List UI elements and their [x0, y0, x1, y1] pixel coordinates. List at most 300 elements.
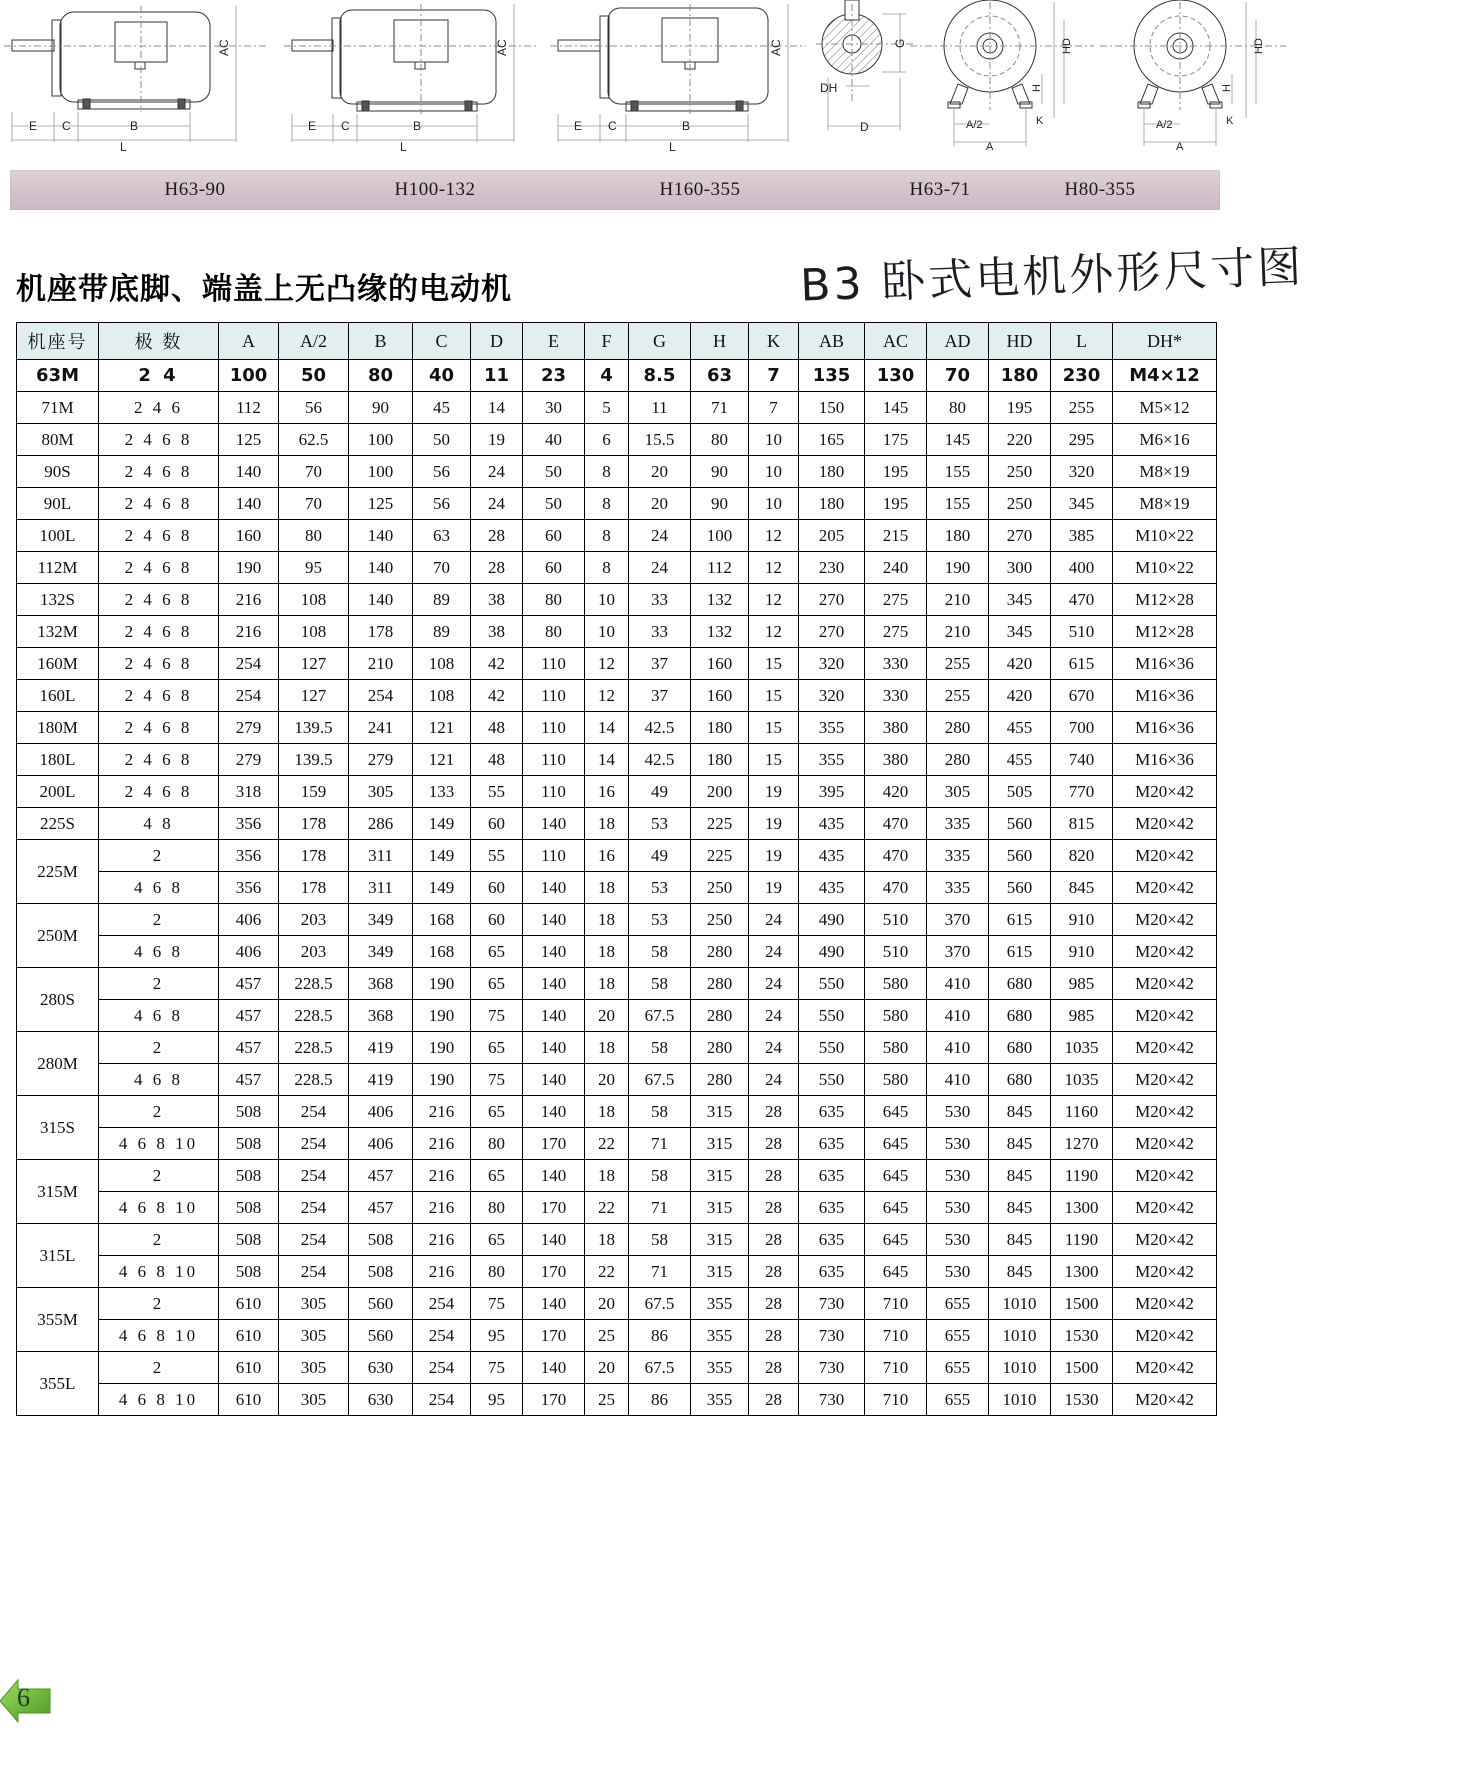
dimension-cell-D: 38 — [471, 584, 523, 616]
motor-side-view-3 — [548, 0, 810, 152]
dimension-cell-DH: M20×42 — [1113, 1288, 1217, 1320]
dimension-cell-AB: 550 — [799, 1000, 865, 1032]
dimension-cell-E: 140 — [523, 808, 585, 840]
dimension-cell-A2: 254 — [279, 1224, 349, 1256]
dimension-cell-E: 110 — [523, 648, 585, 680]
dimension-cell-D: 24 — [471, 488, 523, 520]
dimension-cell-H: 132 — [691, 584, 749, 616]
dimension-cell-G: 24 — [629, 552, 691, 584]
dimension-cell-B: 140 — [349, 552, 413, 584]
dimension-cell-AD: 370 — [927, 904, 989, 936]
dimension-cell-DH: M12×28 — [1113, 584, 1217, 616]
dimension-cell-AD: 370 — [927, 936, 989, 968]
dimension-cell-H: 315 — [691, 1128, 749, 1160]
dimension-cell-AD: 530 — [927, 1224, 989, 1256]
dimension-cell-AD: 335 — [927, 808, 989, 840]
handwritten-annotation: B3 卧式电机外形尺寸图 — [799, 241, 1306, 312]
dimension-cell-F: 18 — [585, 1224, 629, 1256]
table-row — [17, 904, 1217, 936]
dimension-cell-H: 355 — [691, 1384, 749, 1416]
dimension-cell-E: 110 — [523, 712, 585, 744]
dimension-cell-B: 349 — [349, 904, 413, 936]
dimension-cell-B: 349 — [349, 936, 413, 968]
dimension-cell-E: 140 — [523, 1096, 585, 1128]
dimension-cell-A2: 95 — [279, 552, 349, 584]
dimension-cell-D: 80 — [471, 1256, 523, 1288]
dimension-cell-K: 15 — [749, 648, 799, 680]
dimension-cell-F: 20 — [585, 1288, 629, 1320]
dimension-cell-AC: 645 — [865, 1160, 927, 1192]
dimension-cell-AB: 395 — [799, 776, 865, 808]
svg-text:C: C — [341, 119, 350, 133]
dimension-cell-K: 28 — [749, 1160, 799, 1192]
dimension-cell-C: 216 — [413, 1160, 471, 1192]
dimension-cell-DH: M20×42 — [1113, 1320, 1217, 1352]
dimension-cell-L: 615 — [1051, 648, 1113, 680]
dimension-cell-DH: M20×42 — [1113, 1000, 1217, 1032]
svg-text:L: L — [669, 140, 676, 152]
dimension-cell-A: 356 — [219, 872, 279, 904]
dimension-cell-L: 400 — [1051, 552, 1113, 584]
dimension-cell-AC: 240 — [865, 552, 927, 584]
dimension-cell-AD: 655 — [927, 1352, 989, 1384]
dimension-cell-A2: 203 — [279, 936, 349, 968]
dimension-cell-AC: 580 — [865, 1000, 927, 1032]
dimension-cell-AD: 210 — [927, 616, 989, 648]
frame-size-cell: 250M — [17, 904, 99, 968]
dimension-cell-AB: 435 — [799, 808, 865, 840]
column-header-A2: A/2 — [279, 323, 349, 360]
dimension-cell-A2: 228.5 — [279, 1064, 349, 1096]
dimension-cell-H: 160 — [691, 648, 749, 680]
dimension-cell-A: 610 — [219, 1288, 279, 1320]
column-header-B: B — [349, 323, 413, 360]
dimension-cell-K: 28 — [749, 1352, 799, 1384]
svg-text:D: D — [860, 120, 869, 134]
frame-size-cell: 280M — [17, 1032, 99, 1096]
table-row — [17, 360, 1217, 392]
dimension-cell-AB: 230 — [799, 552, 865, 584]
dimension-cell-A: 406 — [219, 904, 279, 936]
dimension-cell-E: 50 — [523, 488, 585, 520]
dimension-cell-HD: 455 — [989, 744, 1051, 776]
dimension-cell-L: 385 — [1051, 520, 1113, 552]
frame-size-cell: 132M — [17, 616, 99, 648]
column-header-F: F — [585, 323, 629, 360]
dimension-cell-E: 140 — [523, 872, 585, 904]
pole-count-cell: 4 8 — [99, 808, 219, 840]
dimension-cell-HD: 560 — [989, 808, 1051, 840]
dimension-cell-G: 8.5 — [629, 360, 691, 392]
table-row — [17, 1160, 1217, 1192]
svg-text:C: C — [62, 119, 71, 133]
dimension-cell-A2: 139.5 — [279, 744, 349, 776]
dimension-cell-HD: 420 — [989, 680, 1051, 712]
dimension-cell-F: 10 — [585, 616, 629, 648]
dimension-cell-HD: 1010 — [989, 1384, 1051, 1416]
dimension-cell-B: 210 — [349, 648, 413, 680]
dimension-cell-E: 140 — [523, 1288, 585, 1320]
dimension-cell-F: 8 — [585, 456, 629, 488]
dimension-cell-HD: 250 — [989, 456, 1051, 488]
table-row — [17, 840, 1217, 872]
dimension-cell-AD: 530 — [927, 1256, 989, 1288]
dimension-cell-E: 170 — [523, 1128, 585, 1160]
frame-size-cell: 160M — [17, 648, 99, 680]
dimension-cell-C: 190 — [413, 1000, 471, 1032]
dimension-cell-DH: M20×42 — [1113, 1160, 1217, 1192]
dimension-cell-L: 1530 — [1051, 1320, 1113, 1352]
dimension-cell-DH: M20×42 — [1113, 1192, 1217, 1224]
dimension-cell-HD: 300 — [989, 552, 1051, 584]
shaft-section-view — [812, 0, 920, 152]
dimension-cell-DH: M20×42 — [1113, 1032, 1217, 1064]
dimension-cell-B: 254 — [349, 680, 413, 712]
dimension-cell-A: 457 — [219, 1032, 279, 1064]
dimension-cell-K: 7 — [749, 392, 799, 424]
dimension-cell-D: 55 — [471, 840, 523, 872]
dimension-cell-C: 50 — [413, 424, 471, 456]
dimension-cell-DH: M20×42 — [1113, 776, 1217, 808]
dimension-cell-C: 216 — [413, 1224, 471, 1256]
table-row — [17, 616, 1217, 648]
dimension-cell-C: 216 — [413, 1096, 471, 1128]
dimension-cell-AB: 635 — [799, 1224, 865, 1256]
dimension-cell-H: 280 — [691, 1000, 749, 1032]
dimension-cell-D: 65 — [471, 936, 523, 968]
dimension-cell-H: 160 — [691, 680, 749, 712]
dimension-cell-B: 630 — [349, 1352, 413, 1384]
dimension-cell-AB: 635 — [799, 1096, 865, 1128]
dimension-cell-AD: 410 — [927, 1032, 989, 1064]
frame-size-cell: 355L — [17, 1352, 99, 1416]
pole-count-cell: 2 — [99, 968, 219, 1000]
dimension-cell-DH: M20×42 — [1113, 1064, 1217, 1096]
frame-size-cell: 315L — [17, 1224, 99, 1288]
dimension-cell-L: 670 — [1051, 680, 1113, 712]
frame-size-cell: 80M — [17, 424, 99, 456]
dimension-cell-AC: 645 — [865, 1128, 927, 1160]
frame-size-cell: 225S — [17, 808, 99, 840]
dimension-cell-B: 368 — [349, 1000, 413, 1032]
dimension-cell-H: 112 — [691, 552, 749, 584]
table-row — [17, 648, 1217, 680]
band-label-2: H160-355 — [659, 179, 741, 200]
dimension-cell-L: 230 — [1051, 360, 1113, 392]
dimension-cell-K: 15 — [749, 680, 799, 712]
dimension-cell-D: 75 — [471, 1288, 523, 1320]
dimension-cell-K: 10 — [749, 488, 799, 520]
dimension-cell-C: 216 — [413, 1128, 471, 1160]
dimension-cell-HD: 345 — [989, 616, 1051, 648]
pole-count-cell: 2 4 6 8 — [99, 424, 219, 456]
dimension-cell-A: 457 — [219, 968, 279, 1000]
dimension-cell-H: 280 — [691, 1064, 749, 1096]
dimension-cell-HD: 845 — [989, 1160, 1051, 1192]
dimension-cell-F: 20 — [585, 1352, 629, 1384]
table-row — [17, 808, 1217, 840]
column-header-AC: AC — [865, 323, 927, 360]
dimension-cell-AC: 645 — [865, 1224, 927, 1256]
table-row — [17, 744, 1217, 776]
dimension-cell-B: 630 — [349, 1384, 413, 1416]
dimension-cell-B: 241 — [349, 712, 413, 744]
dimension-cell-B: 286 — [349, 808, 413, 840]
dimension-cell-L: 985 — [1051, 1000, 1113, 1032]
dimension-cell-G: 42.5 — [629, 712, 691, 744]
dimension-cell-L: 1500 — [1051, 1288, 1113, 1320]
pole-count-cell: 2 — [99, 1096, 219, 1128]
dimension-cell-AB: 355 — [799, 712, 865, 744]
column-header-AB: AB — [799, 323, 865, 360]
dimension-cell-D: 95 — [471, 1384, 523, 1416]
svg-text:H: H — [1221, 84, 1233, 92]
dimension-cell-L: 295 — [1051, 424, 1113, 456]
dimension-cell-AB: 435 — [799, 872, 865, 904]
svg-text:HD: HD — [1061, 38, 1073, 54]
dimension-cell-AB: 320 — [799, 648, 865, 680]
dimension-cell-AC: 275 — [865, 584, 927, 616]
dimension-cell-G: 86 — [629, 1320, 691, 1352]
dimension-cell-DH: M16×36 — [1113, 680, 1217, 712]
pole-count-cell: 2 — [99, 1224, 219, 1256]
dimension-cell-G: 37 — [629, 680, 691, 712]
dimension-cell-AD: 80 — [927, 392, 989, 424]
dimension-cell-K: 28 — [749, 1192, 799, 1224]
dimension-cell-F: 4 — [585, 360, 629, 392]
dimension-cell-L: 1300 — [1051, 1192, 1113, 1224]
dimension-cell-AB: 635 — [799, 1192, 865, 1224]
dimension-cell-L: 1160 — [1051, 1096, 1113, 1128]
dimension-cell-K: 24 — [749, 1000, 799, 1032]
dimension-cell-E: 110 — [523, 776, 585, 808]
dimension-cell-K: 12 — [749, 584, 799, 616]
dimension-cell-B: 279 — [349, 744, 413, 776]
dimension-cell-C: 121 — [413, 712, 471, 744]
column-header-HD: HD — [989, 323, 1051, 360]
dimension-cell-D: 24 — [471, 456, 523, 488]
dimension-cell-K: 12 — [749, 552, 799, 584]
dimension-cell-H: 90 — [691, 456, 749, 488]
dimension-cell-H: 315 — [691, 1096, 749, 1128]
dimension-cell-AB: 435 — [799, 840, 865, 872]
svg-text:A/2: A/2 — [1156, 119, 1173, 131]
dimension-cell-AC: 510 — [865, 904, 927, 936]
dimension-cell-D: 55 — [471, 776, 523, 808]
dimension-cell-AC: 710 — [865, 1352, 927, 1384]
pole-count-cell: 2 — [99, 1032, 219, 1064]
table-row — [17, 968, 1217, 1000]
dimension-cell-H: 315 — [691, 1192, 749, 1224]
dimension-cell-HD: 845 — [989, 1128, 1051, 1160]
dimension-cell-F: 25 — [585, 1384, 629, 1416]
dimension-cell-C: 254 — [413, 1288, 471, 1320]
page-title: 机座带底脚、端盖上无凸缘的电动机 — [16, 272, 512, 307]
dimension-cell-HD: 180 — [989, 360, 1051, 392]
dimension-cell-HD: 1010 — [989, 1352, 1051, 1384]
dimension-cell-C: 149 — [413, 840, 471, 872]
dimension-cell-K: 28 — [749, 1128, 799, 1160]
dimension-cell-H: 100 — [691, 520, 749, 552]
dimension-cell-AD: 145 — [927, 424, 989, 456]
frame-size-cell: 90L — [17, 488, 99, 520]
dimension-cell-L: 820 — [1051, 840, 1113, 872]
pole-count-cell: 2 4 — [99, 360, 219, 392]
dimension-cell-F: 22 — [585, 1256, 629, 1288]
dimension-cell-C: 216 — [413, 1256, 471, 1288]
dimension-cell-A: 356 — [219, 840, 279, 872]
dimension-cell-K: 12 — [749, 520, 799, 552]
dimension-cell-F: 14 — [585, 712, 629, 744]
dimension-cell-D: 65 — [471, 968, 523, 1000]
table-row — [17, 1224, 1217, 1256]
dimension-cell-AC: 175 — [865, 424, 927, 456]
dimension-cell-DH: M20×42 — [1113, 840, 1217, 872]
dimension-cell-D: 48 — [471, 712, 523, 744]
engineering-drawings-strip — [0, 0, 1290, 152]
dimension-cell-A2: 305 — [279, 1288, 349, 1320]
dimension-cell-H: 250 — [691, 872, 749, 904]
column-header-G: G — [629, 323, 691, 360]
pole-count-cell: 2 — [99, 1160, 219, 1192]
dimension-cell-A2: 159 — [279, 776, 349, 808]
svg-text:K: K — [1226, 115, 1234, 127]
dimension-cell-AD: 655 — [927, 1320, 989, 1352]
dimension-cell-A2: 108 — [279, 616, 349, 648]
dimension-cell-F: 18 — [585, 968, 629, 1000]
dimension-cell-HD: 420 — [989, 648, 1051, 680]
dimension-cell-H: 315 — [691, 1160, 749, 1192]
dimension-cell-AC: 580 — [865, 1032, 927, 1064]
pole-count-cell: 2 4 6 — [99, 392, 219, 424]
dimension-cell-AC: 380 — [865, 744, 927, 776]
dimension-cell-H: 355 — [691, 1320, 749, 1352]
frame-size-cell: 280S — [17, 968, 99, 1032]
dimension-cell-F: 22 — [585, 1192, 629, 1224]
frame-size-cell: 225M — [17, 840, 99, 904]
pole-count-cell: 2 — [99, 1288, 219, 1320]
dimension-cell-E: 170 — [523, 1384, 585, 1416]
dimension-cell-F: 20 — [585, 1000, 629, 1032]
table-row — [17, 520, 1217, 552]
dimension-cell-K: 28 — [749, 1384, 799, 1416]
dimension-cell-AB: 730 — [799, 1320, 865, 1352]
dimension-cell-AB: 355 — [799, 744, 865, 776]
motor-front-view-1 — [906, 0, 1098, 152]
svg-text:AC: AC — [495, 39, 509, 56]
dimension-cell-B: 80 — [349, 360, 413, 392]
table-row — [17, 552, 1217, 584]
dimension-cell-E: 60 — [523, 552, 585, 584]
dimension-cell-AB: 635 — [799, 1128, 865, 1160]
dimension-cell-B: 508 — [349, 1256, 413, 1288]
dimension-cell-F: 20 — [585, 1064, 629, 1096]
dimension-cell-F: 18 — [585, 904, 629, 936]
dimension-cell-AC: 380 — [865, 712, 927, 744]
dimension-cell-HD: 270 — [989, 520, 1051, 552]
dimension-cell-E: 140 — [523, 1160, 585, 1192]
dimension-cell-DH: M16×36 — [1113, 648, 1217, 680]
dimension-cell-D: 75 — [471, 1352, 523, 1384]
table-row — [17, 1096, 1217, 1128]
dimension-cell-DH: M16×36 — [1113, 744, 1217, 776]
dimension-cell-C: 190 — [413, 1032, 471, 1064]
dimension-cell-A: 318 — [219, 776, 279, 808]
dimension-cell-HD: 1010 — [989, 1320, 1051, 1352]
dimension-cell-F: 12 — [585, 648, 629, 680]
dimension-cell-AC: 420 — [865, 776, 927, 808]
frame-size-cell: 63M — [17, 360, 99, 392]
dimension-cell-L: 770 — [1051, 776, 1113, 808]
dimension-cell-F: 18 — [585, 808, 629, 840]
dimension-cell-D: 48 — [471, 744, 523, 776]
dimension-cell-A2: 254 — [279, 1128, 349, 1160]
dimension-cell-E: 170 — [523, 1320, 585, 1352]
dimension-cell-HD: 615 — [989, 904, 1051, 936]
dimension-cell-D: 42 — [471, 648, 523, 680]
dimension-cell-A2: 70 — [279, 456, 349, 488]
page-number-badge — [0, 1672, 52, 1730]
dimension-cell-B: 406 — [349, 1096, 413, 1128]
dimension-cell-AC: 195 — [865, 488, 927, 520]
dimension-cell-HD: 220 — [989, 424, 1051, 456]
dimension-cell-E: 23 — [523, 360, 585, 392]
dimension-cell-F: 14 — [585, 744, 629, 776]
dimension-cell-A2: 178 — [279, 840, 349, 872]
dimension-cell-L: 510 — [1051, 616, 1113, 648]
dimension-cell-AD: 530 — [927, 1192, 989, 1224]
dimension-cell-A: 508 — [219, 1256, 279, 1288]
dimension-cell-E: 110 — [523, 840, 585, 872]
dimension-cell-E: 140 — [523, 1352, 585, 1384]
dimension-cell-C: 149 — [413, 808, 471, 840]
dimension-cell-A: 140 — [219, 488, 279, 520]
dimension-cell-AC: 470 — [865, 808, 927, 840]
column-header-A: A — [219, 323, 279, 360]
dimension-cell-A2: 50 — [279, 360, 349, 392]
page-number-text: 6 — [17, 1683, 30, 1712]
frame-size-cell: 180M — [17, 712, 99, 744]
dimension-cell-HD: 1010 — [989, 1288, 1051, 1320]
dimension-cell-DH: M8×19 — [1113, 456, 1217, 488]
dimension-cell-D: 65 — [471, 1032, 523, 1064]
dimension-cell-HD: 250 — [989, 488, 1051, 520]
dimension-cell-A2: 254 — [279, 1256, 349, 1288]
dimension-cell-A: 279 — [219, 744, 279, 776]
dimension-cell-H: 80 — [691, 424, 749, 456]
dimension-cell-HD: 455 — [989, 712, 1051, 744]
dimension-cell-DH: M16×36 — [1113, 712, 1217, 744]
frame-size-cell: 315M — [17, 1160, 99, 1224]
dimension-cell-L: 1035 — [1051, 1032, 1113, 1064]
dimension-cell-D: 14 — [471, 392, 523, 424]
dimension-cell-B: 311 — [349, 840, 413, 872]
dimension-cell-L: 345 — [1051, 488, 1113, 520]
dimension-cell-K: 28 — [749, 1288, 799, 1320]
dimension-cell-B: 90 — [349, 392, 413, 424]
dimension-cell-C: 108 — [413, 648, 471, 680]
dimension-cell-HD: 345 — [989, 584, 1051, 616]
frame-size-cell: 160L — [17, 680, 99, 712]
dimension-cell-B: 178 — [349, 616, 413, 648]
dimension-cell-AC: 645 — [865, 1096, 927, 1128]
dimension-cell-F: 5 — [585, 392, 629, 424]
dimension-cell-HD: 845 — [989, 1096, 1051, 1128]
pole-count-cell: 2 4 6 8 — [99, 520, 219, 552]
dimension-cell-DH: M10×22 — [1113, 552, 1217, 584]
svg-text:K: K — [1036, 115, 1044, 127]
dimension-cell-F: 18 — [585, 1096, 629, 1128]
